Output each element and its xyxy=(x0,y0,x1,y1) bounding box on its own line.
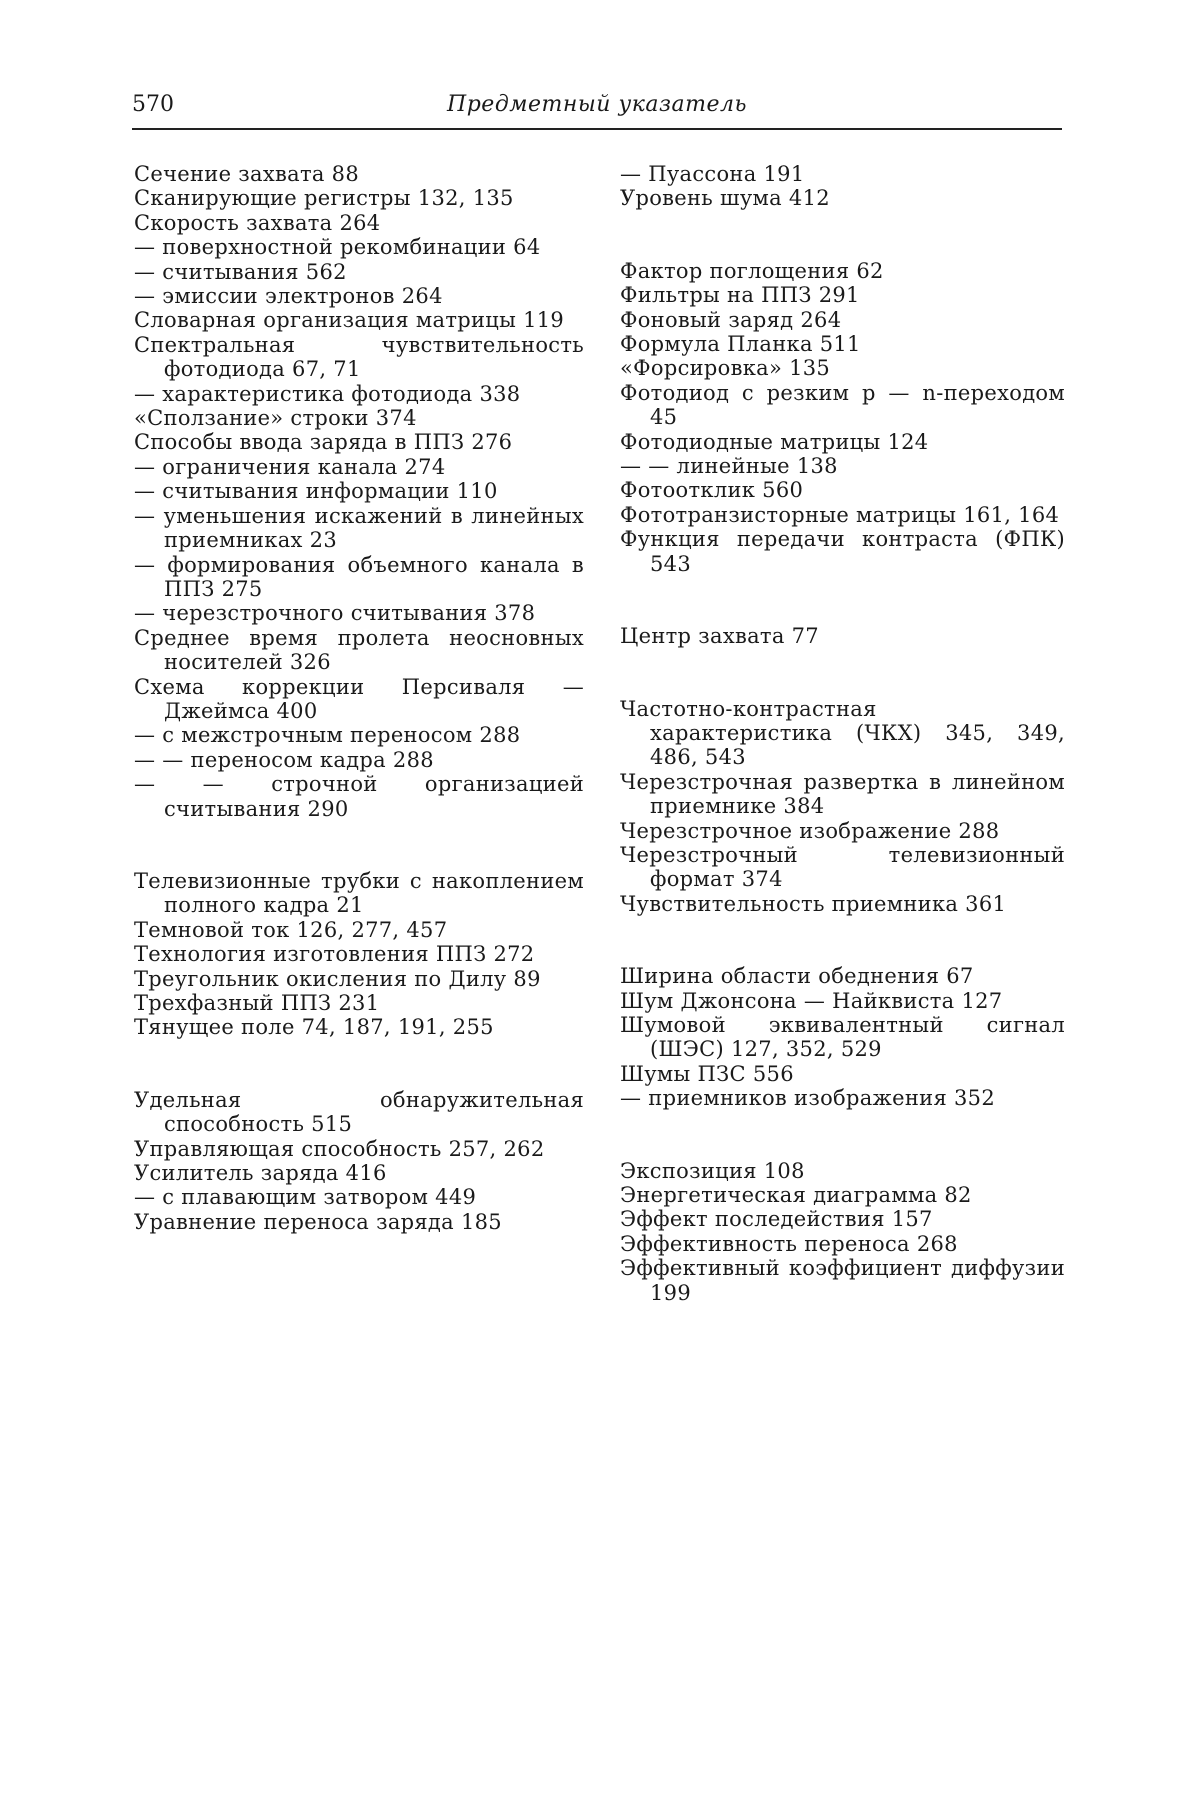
index-entry: Эффективный коэффициент диффузии 199 xyxy=(620,1256,1065,1305)
right-index-column xyxy=(620,162,1065,1305)
index-entry: Ширина области обеднения 67 xyxy=(620,964,974,989)
running-title: Предметный указатель xyxy=(447,92,747,117)
index-letter-group xyxy=(134,162,584,821)
index-entry: Среднее время пролета неосновных носителей 326 xyxy=(134,625,584,675)
index-entry: — — строчной организацией считывания 290 xyxy=(134,772,584,821)
index-entry: Схема коррекции Персиваля — Джеймса 400 xyxy=(134,674,584,723)
index-entry: Энергетическая диаграмма 82 xyxy=(620,1183,972,1207)
left-index-column xyxy=(134,162,584,1234)
index-entry: Уровень шума 412 xyxy=(620,186,830,211)
index-entry: Темновой ток 126, 277, 457 xyxy=(134,917,448,942)
index-entry: Формула Планка 511 xyxy=(620,332,861,357)
index-letter-group xyxy=(620,1159,1065,1305)
index-letter-group xyxy=(134,869,584,1040)
index-entry: Черезстрочный телевизионный формат 374 xyxy=(620,842,1065,892)
index-entry: Телевизионные трубки с накоплением полного кадра 21 xyxy=(134,868,584,918)
index-entry: Сканирующие регистры 132, 135 xyxy=(134,186,514,211)
index-entry: Черезстрочное изображение 288 xyxy=(620,818,1000,843)
index-entry: Чувствительность приемника 361 xyxy=(620,891,1007,916)
index-entry: — с межстрочным переносом 288 xyxy=(134,723,521,748)
index-entry: — черезстрочного считывания 378 xyxy=(134,601,536,626)
index-entry: «Сползание» строки 374 xyxy=(134,406,417,431)
index-entry: Функция передачи контраста (ФПК) 543 xyxy=(620,527,1065,576)
index-entry: — приемников изображения 352 xyxy=(620,1086,995,1111)
index-entry: Фильтры на ППЗ 291 xyxy=(620,283,860,308)
index-letter-group xyxy=(620,259,1065,576)
index-entry: Фотодиодные матрицы 124 xyxy=(620,429,929,454)
index-entry: Треугольник окисления по Дилу 89 xyxy=(134,966,541,991)
index-entry: Фототранзисторные матрицы 161, 164 xyxy=(620,502,1060,527)
index-entry: Спектральная чувствительность фотодиода 67, 71 xyxy=(134,332,584,382)
index-entry: — считывания 562 xyxy=(134,259,347,284)
index-entry: Частотно-контрастная характеристика (ЧКХ) 345, 349, 486, 543 xyxy=(620,696,1065,770)
index-entry: Технология изготовления ППЗ 272 xyxy=(134,942,535,967)
index-letter-group xyxy=(134,1088,584,1234)
index-entry: Экспозиция 108 xyxy=(620,1158,805,1183)
page-header xyxy=(132,90,1062,124)
index-entry: — — переносом кадра 288 xyxy=(134,747,434,772)
index-entry: Эффект последействия 157 xyxy=(620,1207,933,1232)
index-entry: — поверхностной рекомбинации 64 xyxy=(134,235,541,260)
index-entry: Шум Джонсона — Найквиста 127 xyxy=(620,988,1003,1013)
index-entry: Сечение захвата 88 xyxy=(134,162,359,186)
index-entry: — ограничения канала 274 xyxy=(134,454,446,479)
index-letter-group xyxy=(620,964,1065,1110)
index-letter-group xyxy=(620,162,1065,211)
page-number: 570 xyxy=(132,92,174,117)
index-entry: Усилитель заряда 416 xyxy=(134,1161,387,1186)
index-entry: — уменьшения искажений в линейных приемниках 23 xyxy=(134,503,584,553)
index-entry: — с плавающим затвором 449 xyxy=(134,1185,477,1210)
index-letter-group xyxy=(620,697,1065,917)
index-entry: — считывания информации 110 xyxy=(134,479,498,504)
index-entry: Трехфазный ППЗ 231 xyxy=(134,991,380,1015)
index-entry: Управляющая способность 257, 262 xyxy=(134,1136,545,1161)
index-entry: — — линейные 138 xyxy=(620,454,838,479)
index-entry: Скорость захвата 264 xyxy=(134,210,381,235)
index-entry: Центр захвата 77 xyxy=(620,624,819,649)
index-entry: — формирования объемного канала в ППЗ 275 xyxy=(134,552,584,601)
index-entry: Фотоотклик 560 xyxy=(620,478,804,503)
index-entry: Удельная обнаружительная способность 515 xyxy=(134,1087,584,1137)
index-entry: Уравнение переноса заряда 185 xyxy=(134,1209,502,1234)
index-entry: Фотодиод с резким p — n-переходом 45 xyxy=(620,380,1065,430)
index-entry: Эффективность переноса 268 xyxy=(620,1231,958,1256)
index-entry: Способы ввода заряда в ППЗ 276 xyxy=(134,430,513,455)
index-entry: Словарная организация матрицы 119 xyxy=(134,308,565,333)
index-entry: Черезстрочная развертка в линейном приемнике 384 xyxy=(620,769,1065,819)
header-rule xyxy=(132,128,1062,130)
index-entry: — характеристика фотодиода 338 xyxy=(134,381,521,406)
index-entry: — Пуассона 191 xyxy=(620,162,805,186)
index-entry: — эмиссии электронов 264 xyxy=(134,284,443,309)
index-entry: Тянущее поле 74, 187, 191, 255 xyxy=(134,1015,494,1040)
index-letter-group xyxy=(620,624,1065,648)
index-entry: Фоновый заряд 264 xyxy=(620,307,842,332)
index-entry: Шумы ПЗС 556 xyxy=(620,1061,794,1086)
index-entry: Фактор поглощения 62 xyxy=(620,258,884,283)
index-entry: Шумовой эквивалентный сигнал (ШЭС) 127, 352, 529 xyxy=(620,1012,1065,1062)
index-entry: «Форсировка» 135 xyxy=(620,356,831,381)
